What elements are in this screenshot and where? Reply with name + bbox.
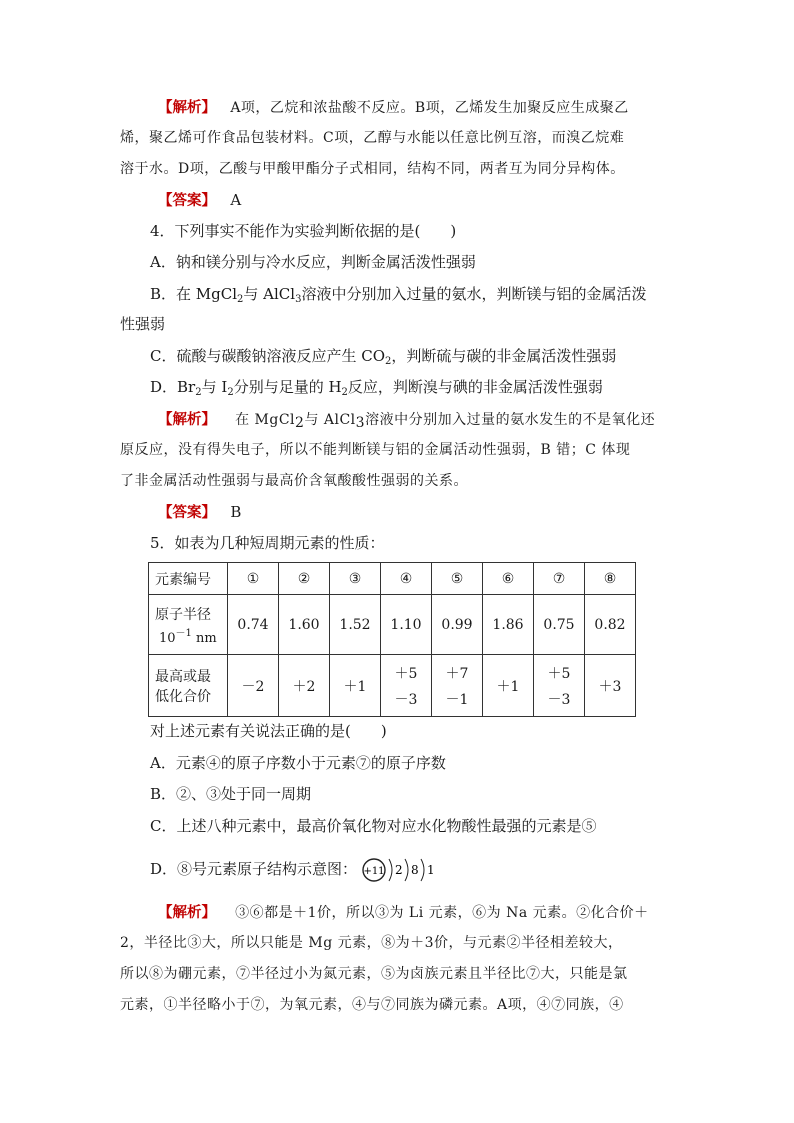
answer-label: 【答案】 — [158, 505, 216, 521]
answer-value: B — [230, 503, 242, 521]
table-row: 原子半径 $10^{-1}$ nm 0.74 1.60 1.52 1.10 0.99 1.86 0.75 0.82 — [149, 595, 636, 655]
element-properties-table — [148, 562, 636, 717]
q4-option-a: A．钠和镁分别与冷水反应，判断金属活泼性强弱 — [150, 253, 476, 271]
table-header-cell: 元素编号 — [149, 563, 228, 595]
shell-electrons-1: 2 — [394, 863, 403, 877]
shell-arc — [405, 859, 408, 881]
shell-arc — [421, 859, 424, 881]
answer-value: A — [230, 191, 242, 209]
shell-arc — [389, 859, 392, 881]
q4-option-b-cont: 性强弱 — [120, 315, 166, 333]
q4-analysis-line-1: 【解析】 在 MgCl$_2$与 AlCl$_3$溶液中分别加入过量的氨水发生的不是氧化还 — [158, 412, 656, 431]
table-row-label: 最高或最 低化合价 — [149, 655, 228, 717]
q5-analysis-line-3: 所以⑧为硼元素，⑦半径过小为氮元素，⑤为卤族元素且半径比⑦大，只能是氯 — [120, 966, 628, 982]
q5-analysis-line-4: 元素，①半径略小于⑦，为氧元素，④与⑦同族为磷元素。A项，④⑦同族，④ — [120, 997, 624, 1013]
q4-option-c: C．硫酸与碳酸钠溶液反应产生 $CO_2$，判断硫与碳的非金属活泼性强弱 — [150, 347, 617, 367]
table-row-label: 原子半径 $10^{-1}$ nm — [149, 595, 228, 655]
q3-analysis-line-1: 【解析】 A项，乙烷和浓盐酸不反应。B项，乙烯发生加聚反应生成聚乙 — [158, 100, 629, 116]
q3-answer — [158, 189, 241, 212]
q3-analysis-line-2: 烯，聚乙烯可作食品包装材料。C项，乙醇与水能以任意比例互溶，而溴乙烷难 — [120, 130, 625, 146]
q5-option-c: C．上述八种元素中，最高价氧化物对应水化物酸性最强的元素是⑤ — [150, 817, 597, 835]
shell-electrons-3: 1 — [426, 863, 435, 877]
q5-option-a: A．元素④的原子序数小于元素⑦的原子序数 — [150, 754, 446, 772]
analysis-label: 【解析】 — [158, 905, 216, 921]
atomic-structure-diagram — [362, 855, 442, 885]
q4-option-b: B．在 MgCl$_2$与 AlCl$_3$溶液中分别加入过量的氨水，判断镁与铝的金属活泼 — [150, 285, 647, 305]
q5-option-b: B．②、③处于同一周期 — [150, 785, 312, 803]
table-row: 元素编号 ① ② ③ ④ ⑤ ⑥ ⑦ ⑧ — [149, 563, 636, 595]
q4-stem: 4．下列事实不能作为实验判断依据的是( ) — [150, 222, 457, 240]
q5-analysis-line-2: 2，半径比③大，所以只能是 Mg 元素，⑧为＋3价，与元素②半径相差较大， — [120, 935, 623, 951]
table-row: 最高或最 低化合价 －2 ＋2 ＋1 ＋5 －3 ＋7 －1 ＋1 ＋5 －3 ＋3 — [149, 655, 636, 717]
q4-analysis-line-2: 原反应，没有得失电子，所以不能判断镁与铝的金属活动性强弱，B 错；C 体现 — [120, 442, 631, 458]
q4-answer — [158, 501, 241, 524]
q4-option-d: D．$Br_2$与 $I_2$分别与足量的 $H_2$反应，判断溴与碘的非金属活泼性强弱 — [150, 378, 603, 398]
q5-question: 对上述元素有关说法正确的是( ) — [150, 722, 387, 740]
nucleus-charge: +11 — [363, 866, 385, 877]
q4-analysis-line-3: 了非金属活动性强弱与最高价含氧酸酸性强弱的关系。 — [120, 473, 468, 489]
q5-stem: 5．如表为几种短周期元素的性质： — [150, 534, 385, 552]
q5-option-d: D．⑧号元素原子结构示意图： +11 2 8 1 — [150, 855, 442, 885]
shell-electrons-2: 8 — [410, 863, 419, 877]
analysis-label: 【解析】 — [158, 100, 216, 116]
analysis-label: 【解析】 — [158, 412, 216, 428]
q5-analysis-line-1: 【解析】 ③⑥都是＋1价，所以③为 Li 元素，⑥为 Na 元素。②化合价＋ — [158, 905, 649, 921]
q3-analysis-line-3: 溶于水。D项，乙酸与甲酸甲酯分子式相同，结构不同，两者互为同分异构体。 — [120, 161, 625, 177]
answer-label: 【答案】 — [158, 193, 216, 209]
